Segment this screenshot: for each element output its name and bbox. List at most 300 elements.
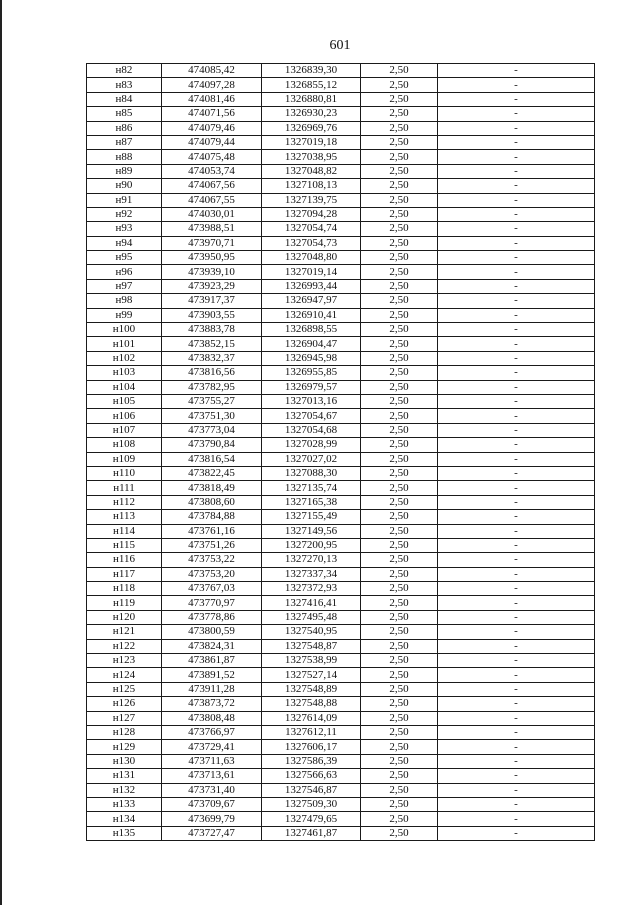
error-cell: 2,50 — [361, 207, 438, 221]
y-coordinate-cell: 1327054,68 — [262, 423, 361, 437]
point-id-cell: н105 — [87, 394, 162, 408]
error-cell: 2,50 — [361, 135, 438, 149]
table-row — [87, 524, 595, 538]
method-cell: - — [438, 150, 595, 164]
x-coordinate-cell: 473824,31 — [162, 639, 262, 653]
y-coordinate-cell: 1327155,49 — [262, 510, 361, 524]
method-cell: - — [438, 495, 595, 509]
y-coordinate-cell: 1327606,17 — [262, 740, 361, 754]
table-row — [87, 639, 595, 653]
x-coordinate-cell: 473800,59 — [162, 625, 262, 639]
method-cell: - — [438, 510, 595, 524]
method-cell: - — [438, 409, 595, 423]
method-cell: - — [438, 179, 595, 193]
point-id-cell: н95 — [87, 251, 162, 265]
x-coordinate-cell: 473903,55 — [162, 308, 262, 322]
x-coordinate-cell: 474079,46 — [162, 121, 262, 135]
point-id-cell: н112 — [87, 495, 162, 509]
table-row — [87, 394, 595, 408]
method-cell: - — [438, 366, 595, 380]
method-cell: - — [438, 251, 595, 265]
point-id-cell: н117 — [87, 567, 162, 581]
method-cell: - — [438, 423, 595, 437]
method-cell: - — [438, 294, 595, 308]
error-cell: 2,50 — [361, 524, 438, 538]
y-coordinate-cell: 1326898,55 — [262, 323, 361, 337]
x-coordinate-cell: 474075,48 — [162, 150, 262, 164]
error-cell: 2,50 — [361, 279, 438, 293]
table-row — [87, 423, 595, 437]
table-row — [87, 438, 595, 452]
method-cell: - — [438, 596, 595, 610]
error-cell: 2,50 — [361, 452, 438, 466]
table-row — [87, 697, 595, 711]
method-cell: - — [438, 481, 595, 495]
coordinates-table-body — [87, 64, 595, 841]
table-row — [87, 625, 595, 639]
y-coordinate-cell: 1327108,13 — [262, 179, 361, 193]
x-coordinate-cell: 474097,28 — [162, 78, 262, 92]
method-cell: - — [438, 78, 595, 92]
method-cell: - — [438, 783, 595, 797]
point-id-cell: н131 — [87, 769, 162, 783]
error-cell: 2,50 — [361, 466, 438, 480]
point-id-cell: н92 — [87, 207, 162, 221]
point-id-cell: н116 — [87, 553, 162, 567]
method-cell: - — [438, 164, 595, 178]
point-id-cell: н106 — [87, 409, 162, 423]
table-row — [87, 150, 595, 164]
point-id-cell: н86 — [87, 121, 162, 135]
table-row — [87, 207, 595, 221]
table-row — [87, 380, 595, 394]
error-cell: 2,50 — [361, 654, 438, 668]
point-id-cell: н83 — [87, 78, 162, 92]
table-row — [87, 596, 595, 610]
method-cell: - — [438, 625, 595, 639]
method-cell: - — [438, 380, 595, 394]
y-coordinate-cell: 1326947,97 — [262, 294, 361, 308]
page-number: 601 — [329, 38, 351, 53]
table-row — [87, 481, 595, 495]
error-cell: 2,50 — [361, 438, 438, 452]
error-cell: 2,50 — [361, 625, 438, 639]
method-cell: - — [438, 222, 595, 236]
table-row — [87, 323, 595, 337]
x-coordinate-cell: 473727,47 — [162, 826, 262, 840]
table-row — [87, 610, 595, 624]
method-cell: - — [438, 582, 595, 596]
method-cell: - — [438, 740, 595, 754]
point-id-cell: н135 — [87, 826, 162, 840]
method-cell: - — [438, 92, 595, 106]
x-coordinate-cell: 473923,29 — [162, 279, 262, 293]
point-id-cell: н97 — [87, 279, 162, 293]
point-id-cell: н120 — [87, 610, 162, 624]
x-coordinate-cell: 473950,95 — [162, 251, 262, 265]
coordinates-table — [86, 63, 595, 841]
y-coordinate-cell: 1327527,14 — [262, 668, 361, 682]
y-coordinate-cell: 1327019,14 — [262, 265, 361, 279]
error-cell: 2,50 — [361, 423, 438, 437]
error-cell: 2,50 — [361, 610, 438, 624]
point-id-cell: н90 — [87, 179, 162, 193]
x-coordinate-cell: 473852,15 — [162, 337, 262, 351]
point-id-cell: н84 — [87, 92, 162, 106]
point-id-cell: н96 — [87, 265, 162, 279]
method-cell: - — [438, 711, 595, 725]
table-row — [87, 78, 595, 92]
y-coordinate-cell: 1327270,13 — [262, 553, 361, 567]
error-cell: 2,50 — [361, 308, 438, 322]
y-coordinate-cell: 1327139,75 — [262, 193, 361, 207]
table-row — [87, 783, 595, 797]
y-coordinate-cell: 1326955,85 — [262, 366, 361, 380]
x-coordinate-cell: 473790,84 — [162, 438, 262, 452]
error-cell: 2,50 — [361, 697, 438, 711]
x-coordinate-cell: 473751,26 — [162, 538, 262, 552]
x-coordinate-cell: 473699,79 — [162, 812, 262, 826]
error-cell: 2,50 — [361, 567, 438, 581]
table-row — [87, 495, 595, 509]
table-row — [87, 279, 595, 293]
table-row — [87, 193, 595, 207]
table-row — [87, 769, 595, 783]
y-coordinate-cell: 1327548,87 — [262, 639, 361, 653]
table-row — [87, 366, 595, 380]
point-id-cell: н113 — [87, 510, 162, 524]
table-row — [87, 553, 595, 567]
method-cell: - — [438, 639, 595, 653]
method-cell: - — [438, 193, 595, 207]
x-coordinate-cell: 473755,27 — [162, 394, 262, 408]
method-cell: - — [438, 394, 595, 408]
y-coordinate-cell: 1327548,89 — [262, 682, 361, 696]
method-cell: - — [438, 553, 595, 567]
error-cell: 2,50 — [361, 582, 438, 596]
table-row — [87, 236, 595, 250]
point-id-cell: н85 — [87, 107, 162, 121]
method-cell: - — [438, 610, 595, 624]
table-row — [87, 251, 595, 265]
table-row — [87, 409, 595, 423]
error-cell: 2,50 — [361, 711, 438, 725]
point-id-cell: н133 — [87, 797, 162, 811]
x-coordinate-cell: 473818,49 — [162, 481, 262, 495]
point-id-cell: н108 — [87, 438, 162, 452]
x-coordinate-cell: 473731,40 — [162, 783, 262, 797]
table-row — [87, 466, 595, 480]
error-cell: 2,50 — [361, 150, 438, 164]
point-id-cell: н89 — [87, 164, 162, 178]
x-coordinate-cell: 473753,20 — [162, 567, 262, 581]
point-id-cell: н103 — [87, 366, 162, 380]
error-cell: 2,50 — [361, 164, 438, 178]
table-row — [87, 797, 595, 811]
error-cell: 2,50 — [361, 179, 438, 193]
y-coordinate-cell: 1327054,73 — [262, 236, 361, 250]
y-coordinate-cell: 1327614,09 — [262, 711, 361, 725]
x-coordinate-cell: 473808,60 — [162, 495, 262, 509]
method-cell: - — [438, 754, 595, 768]
x-coordinate-cell: 473891,52 — [162, 668, 262, 682]
y-coordinate-cell: 1326855,12 — [262, 78, 361, 92]
x-coordinate-cell: 473711,63 — [162, 754, 262, 768]
error-cell: 2,50 — [361, 754, 438, 768]
table-row — [87, 452, 595, 466]
table-row — [87, 538, 595, 552]
method-cell: - — [438, 466, 595, 480]
y-coordinate-cell: 1327495,48 — [262, 610, 361, 624]
y-coordinate-cell: 1327538,99 — [262, 654, 361, 668]
point-id-cell: н98 — [87, 294, 162, 308]
table-row — [87, 668, 595, 682]
point-id-cell: н93 — [87, 222, 162, 236]
method-cell: - — [438, 279, 595, 293]
point-id-cell: н125 — [87, 682, 162, 696]
method-cell: - — [438, 538, 595, 552]
y-coordinate-cell: 1327094,28 — [262, 207, 361, 221]
x-coordinate-cell: 473782,95 — [162, 380, 262, 394]
method-cell: - — [438, 826, 595, 840]
x-coordinate-cell: 474071,56 — [162, 107, 262, 121]
method-cell: - — [438, 812, 595, 826]
point-id-cell: н99 — [87, 308, 162, 322]
error-cell: 2,50 — [361, 639, 438, 653]
point-id-cell: н107 — [87, 423, 162, 437]
x-coordinate-cell: 473766,97 — [162, 725, 262, 739]
point-id-cell: н122 — [87, 639, 162, 653]
error-cell: 2,50 — [361, 236, 438, 250]
table-row — [87, 121, 595, 135]
point-id-cell: н132 — [87, 783, 162, 797]
y-coordinate-cell: 1327038,95 — [262, 150, 361, 164]
y-coordinate-cell: 1327048,80 — [262, 251, 361, 265]
method-cell: - — [438, 308, 595, 322]
y-coordinate-cell: 1327054,74 — [262, 222, 361, 236]
x-coordinate-cell: 473778,86 — [162, 610, 262, 624]
method-cell: - — [438, 697, 595, 711]
x-coordinate-cell: 473767,03 — [162, 582, 262, 596]
x-coordinate-cell: 474067,56 — [162, 179, 262, 193]
x-coordinate-cell: 473832,37 — [162, 351, 262, 365]
error-cell: 2,50 — [361, 366, 438, 380]
y-coordinate-cell: 1327612,11 — [262, 725, 361, 739]
y-coordinate-cell: 1326910,41 — [262, 308, 361, 322]
table-row — [87, 337, 595, 351]
method-cell: - — [438, 207, 595, 221]
x-coordinate-cell: 473988,51 — [162, 222, 262, 236]
y-coordinate-cell: 1326979,57 — [262, 380, 361, 394]
x-coordinate-cell: 473970,71 — [162, 236, 262, 250]
x-coordinate-cell: 473784,88 — [162, 510, 262, 524]
table-row — [87, 826, 595, 840]
y-coordinate-cell: 1326945,98 — [262, 351, 361, 365]
table-row — [87, 725, 595, 739]
method-cell: - — [438, 567, 595, 581]
error-cell: 2,50 — [361, 92, 438, 106]
x-coordinate-cell: 473751,30 — [162, 409, 262, 423]
point-id-cell: н100 — [87, 323, 162, 337]
point-id-cell: н123 — [87, 654, 162, 668]
point-id-cell: н104 — [87, 380, 162, 394]
error-cell: 2,50 — [361, 510, 438, 524]
method-cell: - — [438, 668, 595, 682]
error-cell: 2,50 — [361, 481, 438, 495]
method-cell: - — [438, 236, 595, 250]
y-coordinate-cell: 1327088,30 — [262, 466, 361, 480]
point-id-cell: н126 — [87, 697, 162, 711]
error-cell: 2,50 — [361, 725, 438, 739]
error-cell: 2,50 — [361, 596, 438, 610]
error-cell: 2,50 — [361, 323, 438, 337]
y-coordinate-cell: 1327372,93 — [262, 582, 361, 596]
method-cell: - — [438, 64, 595, 78]
x-coordinate-cell: 473773,04 — [162, 423, 262, 437]
point-id-cell: н127 — [87, 711, 162, 725]
error-cell: 2,50 — [361, 222, 438, 236]
method-cell: - — [438, 654, 595, 668]
table-row — [87, 351, 595, 365]
x-coordinate-cell: 473713,61 — [162, 769, 262, 783]
error-cell: 2,50 — [361, 265, 438, 279]
error-cell: 2,50 — [361, 553, 438, 567]
y-coordinate-cell: 1327479,65 — [262, 812, 361, 826]
point-id-cell: н110 — [87, 466, 162, 480]
error-cell: 2,50 — [361, 409, 438, 423]
x-coordinate-cell: 473861,87 — [162, 654, 262, 668]
error-cell: 2,50 — [361, 668, 438, 682]
page-left-border — [0, 0, 2, 905]
point-id-cell: н101 — [87, 337, 162, 351]
y-coordinate-cell: 1326969,76 — [262, 121, 361, 135]
method-cell: - — [438, 337, 595, 351]
table-row — [87, 654, 595, 668]
table-row — [87, 294, 595, 308]
x-coordinate-cell: 473873,72 — [162, 697, 262, 711]
error-cell: 2,50 — [361, 121, 438, 135]
x-coordinate-cell: 473709,67 — [162, 797, 262, 811]
error-cell: 2,50 — [361, 812, 438, 826]
x-coordinate-cell: 473770,97 — [162, 596, 262, 610]
table-row — [87, 308, 595, 322]
error-cell: 2,50 — [361, 380, 438, 394]
y-coordinate-cell: 1327149,56 — [262, 524, 361, 538]
table-row — [87, 711, 595, 725]
error-cell: 2,50 — [361, 337, 438, 351]
point-id-cell: н130 — [87, 754, 162, 768]
point-id-cell: н102 — [87, 351, 162, 365]
point-id-cell: н118 — [87, 582, 162, 596]
y-coordinate-cell: 1327165,38 — [262, 495, 361, 509]
table-row — [87, 92, 595, 106]
error-cell: 2,50 — [361, 78, 438, 92]
table-row — [87, 812, 595, 826]
point-id-cell: н88 — [87, 150, 162, 164]
method-cell: - — [438, 351, 595, 365]
x-coordinate-cell: 474085,42 — [162, 64, 262, 78]
y-coordinate-cell: 1326839,30 — [262, 64, 361, 78]
y-coordinate-cell: 1327566,63 — [262, 769, 361, 783]
y-coordinate-cell: 1327027,02 — [262, 452, 361, 466]
error-cell: 2,50 — [361, 193, 438, 207]
method-cell: - — [438, 438, 595, 452]
error-cell: 2,50 — [361, 783, 438, 797]
table-row — [87, 135, 595, 149]
error-cell: 2,50 — [361, 294, 438, 308]
method-cell: - — [438, 797, 595, 811]
error-cell: 2,50 — [361, 826, 438, 840]
y-coordinate-cell: 1327013,16 — [262, 394, 361, 408]
x-coordinate-cell: 474081,46 — [162, 92, 262, 106]
x-coordinate-cell: 473911,28 — [162, 682, 262, 696]
point-id-cell: н128 — [87, 725, 162, 739]
error-cell: 2,50 — [361, 394, 438, 408]
point-id-cell: н109 — [87, 452, 162, 466]
table-row — [87, 107, 595, 121]
x-coordinate-cell: 474053,74 — [162, 164, 262, 178]
y-coordinate-cell: 1327019,18 — [262, 135, 361, 149]
point-id-cell: н87 — [87, 135, 162, 149]
method-cell: - — [438, 682, 595, 696]
x-coordinate-cell: 473761,16 — [162, 524, 262, 538]
table-row — [87, 64, 595, 78]
table-row — [87, 510, 595, 524]
x-coordinate-cell: 473808,48 — [162, 711, 262, 725]
error-cell: 2,50 — [361, 682, 438, 696]
error-cell: 2,50 — [361, 538, 438, 552]
y-coordinate-cell: 1326880,81 — [262, 92, 361, 106]
y-coordinate-cell: 1327540,95 — [262, 625, 361, 639]
error-cell: 2,50 — [361, 251, 438, 265]
method-cell: - — [438, 265, 595, 279]
method-cell: - — [438, 135, 595, 149]
method-cell: - — [438, 769, 595, 783]
table-row — [87, 179, 595, 193]
x-coordinate-cell: 474079,44 — [162, 135, 262, 149]
point-id-cell: н94 — [87, 236, 162, 250]
x-coordinate-cell: 473753,22 — [162, 553, 262, 567]
table-row — [87, 567, 595, 581]
point-id-cell: н121 — [87, 625, 162, 639]
error-cell: 2,50 — [361, 769, 438, 783]
point-id-cell: н111 — [87, 481, 162, 495]
table-row — [87, 682, 595, 696]
point-id-cell: н91 — [87, 193, 162, 207]
point-id-cell: н119 — [87, 596, 162, 610]
y-coordinate-cell: 1327461,87 — [262, 826, 361, 840]
error-cell: 2,50 — [361, 351, 438, 365]
error-cell: 2,50 — [361, 495, 438, 509]
x-coordinate-cell: 473939,10 — [162, 265, 262, 279]
x-coordinate-cell: 473822,45 — [162, 466, 262, 480]
method-cell: - — [438, 121, 595, 135]
y-coordinate-cell: 1326930,23 — [262, 107, 361, 121]
y-coordinate-cell: 1327548,88 — [262, 697, 361, 711]
point-id-cell: н124 — [87, 668, 162, 682]
point-id-cell: н134 — [87, 812, 162, 826]
y-coordinate-cell: 1327416,41 — [262, 596, 361, 610]
y-coordinate-cell: 1327054,67 — [262, 409, 361, 423]
y-coordinate-cell: 1327048,82 — [262, 164, 361, 178]
table-row — [87, 740, 595, 754]
method-cell: - — [438, 452, 595, 466]
table-row — [87, 582, 595, 596]
point-id-cell: н129 — [87, 740, 162, 754]
x-coordinate-cell: 473883,78 — [162, 323, 262, 337]
y-coordinate-cell: 1326904,47 — [262, 337, 361, 351]
x-coordinate-cell: 474067,55 — [162, 193, 262, 207]
